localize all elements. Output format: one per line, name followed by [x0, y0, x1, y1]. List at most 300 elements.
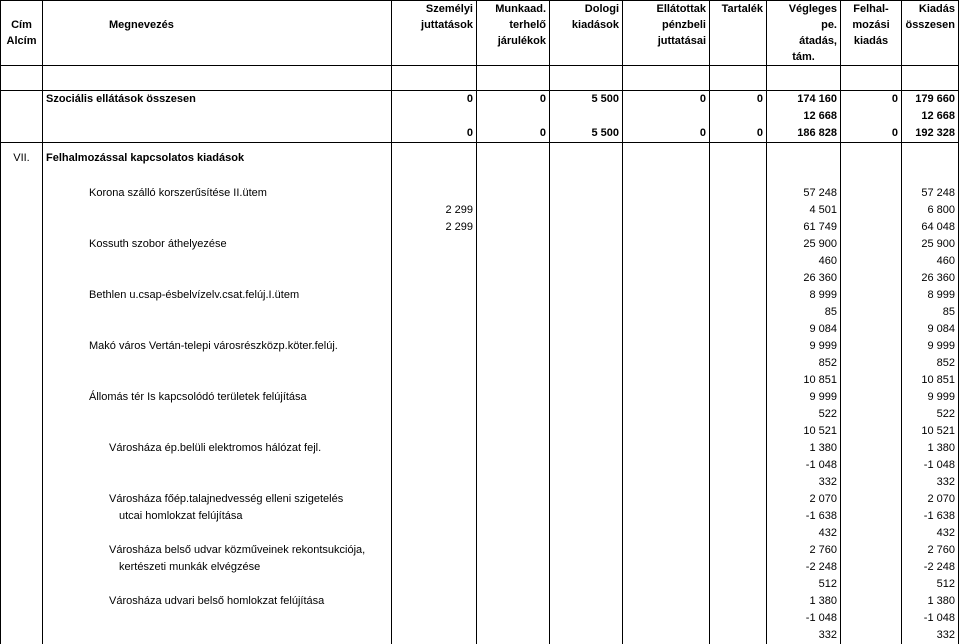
table-row	[1, 423, 959, 440]
empty-cell	[477, 576, 550, 593]
summary-cell: 0	[841, 125, 902, 143]
table-row	[1, 338, 959, 355]
osszesen-cell: 432	[902, 525, 959, 542]
table-row	[1, 474, 959, 491]
summary-cell: 179 660	[902, 91, 959, 109]
table-row	[1, 627, 959, 644]
header-cell: kiadás	[841, 33, 902, 49]
empty-cell	[1, 202, 43, 219]
item-label	[43, 610, 392, 627]
empty-cell	[550, 423, 623, 440]
empty-cell	[710, 440, 767, 457]
empty-cell	[550, 236, 623, 253]
vegleges-cell: 332	[767, 474, 841, 491]
empty-cell	[1, 576, 43, 593]
empty-cell	[623, 440, 710, 457]
empty-cell	[477, 338, 550, 355]
empty-cell	[477, 508, 550, 525]
szemelyi-cell	[392, 304, 477, 321]
header-cell	[477, 49, 550, 66]
vegleges-cell: 10 521	[767, 423, 841, 440]
header-cell: juttatásai	[623, 33, 710, 49]
empty-cell	[841, 202, 902, 219]
table-row	[1, 542, 959, 559]
empty-cell	[1, 304, 43, 321]
table-row	[1, 287, 959, 304]
empty-cell	[841, 355, 902, 372]
empty-cell	[550, 185, 623, 202]
empty-cell	[710, 542, 767, 559]
table-row	[1, 559, 959, 576]
empty-cell	[623, 559, 710, 576]
empty-cell	[841, 457, 902, 474]
empty-cell	[710, 576, 767, 593]
empty-cell	[623, 202, 710, 219]
empty-cell	[841, 372, 902, 389]
empty-cell	[841, 508, 902, 525]
empty-cell	[841, 576, 902, 593]
empty-cell	[1, 406, 43, 423]
szemelyi-cell	[392, 576, 477, 593]
empty-cell	[1, 491, 43, 508]
empty-cell	[477, 287, 550, 304]
header-cell	[710, 33, 767, 49]
empty-cell	[841, 593, 902, 610]
vegleges-cell: 9 999	[767, 389, 841, 406]
item-label	[43, 372, 392, 389]
empty-cell	[710, 593, 767, 610]
szemelyi-cell: 2 299	[392, 219, 477, 236]
empty-cell	[477, 491, 550, 508]
table-row	[1, 185, 959, 202]
osszesen-cell: 852	[902, 355, 959, 372]
empty-cell	[710, 423, 767, 440]
empty-cell	[477, 457, 550, 474]
empty-cell	[477, 236, 550, 253]
empty-cell	[623, 389, 710, 406]
summary-cell: 5 500	[550, 91, 623, 109]
header-cell	[43, 49, 392, 66]
vegleges-cell: 26 360	[767, 270, 841, 287]
header-row-1	[1, 1, 959, 18]
empty-cell	[841, 287, 902, 304]
empty-cell	[710, 185, 767, 202]
empty-cell	[623, 593, 710, 610]
item-label: utcai homlokzat felújítása	[43, 508, 392, 525]
summary-row	[1, 91, 959, 109]
empty-cell	[550, 202, 623, 219]
summary-row	[1, 125, 959, 143]
header-cell: mozási	[841, 17, 902, 33]
item-label: kertészeti munkák elvégzése	[43, 559, 392, 576]
empty-cell	[477, 627, 550, 644]
empty-cell	[550, 610, 623, 627]
empty-cell	[710, 406, 767, 423]
empty-cell	[477, 185, 550, 202]
osszesen-cell: 9 084	[902, 321, 959, 338]
item-label: Makó város Vertán-telepi városrészközp.köter.felúj.	[43, 338, 392, 355]
empty-cell	[623, 576, 710, 593]
header-cell: összesen	[902, 17, 959, 33]
empty-cell	[841, 423, 902, 440]
szemelyi-cell	[392, 440, 477, 457]
summary-cell	[550, 108, 623, 125]
szemelyi-cell	[392, 423, 477, 440]
osszesen-cell: 460	[902, 253, 959, 270]
spacer-row	[1, 66, 959, 79]
table-row	[1, 406, 959, 423]
empty-cell	[550, 491, 623, 508]
empty-cell	[841, 525, 902, 542]
empty-cell	[1, 355, 43, 372]
vegleges-cell: 57 248	[767, 185, 841, 202]
header-row-2	[1, 17, 959, 33]
header-row-3	[1, 33, 959, 49]
empty-cell	[841, 559, 902, 576]
empty-cell	[623, 185, 710, 202]
osszesen-cell: 2 760	[902, 542, 959, 559]
szemelyi-cell	[392, 491, 477, 508]
empty-cell	[550, 508, 623, 525]
summary-cell: 0	[623, 91, 710, 109]
empty-cell	[710, 355, 767, 372]
empty-cell	[550, 525, 623, 542]
vegleges-cell: 4 501	[767, 202, 841, 219]
osszesen-cell: 332	[902, 474, 959, 491]
summary-cell: 12 668	[902, 108, 959, 125]
empty-cell	[710, 338, 767, 355]
empty-cell	[1, 559, 43, 576]
empty-cell	[623, 508, 710, 525]
empty-cell	[841, 610, 902, 627]
empty-cell	[1, 593, 43, 610]
empty-cell	[1, 610, 43, 627]
item-label	[43, 457, 392, 474]
empty-cell	[1, 440, 43, 457]
vegleges-cell: -2 248	[767, 559, 841, 576]
item-label: Bethlen u.csap-ésbelvízelv.csat.felúj.I.ütem	[43, 287, 392, 304]
section-title: Felhalmozással kapcsolatos kiadások	[43, 143, 392, 174]
header-cell: pénzbeli	[623, 17, 710, 33]
empty-cell	[710, 304, 767, 321]
item-label: Városháza belső udvar közműveinek rekontsukciója,	[43, 542, 392, 559]
empty-cell	[841, 304, 902, 321]
empty-cell	[841, 185, 902, 202]
item-label	[43, 576, 392, 593]
empty-cell	[1, 627, 43, 644]
empty-cell	[477, 270, 550, 287]
item-label	[43, 406, 392, 423]
empty-cell	[550, 406, 623, 423]
empty-cell	[841, 321, 902, 338]
osszesen-cell: 10 521	[902, 423, 959, 440]
table-row	[1, 508, 959, 525]
empty-cell	[550, 627, 623, 644]
summary-cell: 0	[392, 91, 477, 109]
empty-cell	[710, 559, 767, 576]
empty-cell	[550, 372, 623, 389]
empty-cell	[477, 423, 550, 440]
empty-cell	[1, 508, 43, 525]
vegleges-cell: 9 084	[767, 321, 841, 338]
empty-cell	[1, 253, 43, 270]
vegleges-cell: 1 380	[767, 593, 841, 610]
szemelyi-cell	[392, 542, 477, 559]
vegleges-cell: 432	[767, 525, 841, 542]
item-label	[43, 219, 392, 236]
item-label	[43, 627, 392, 644]
empty-cell	[550, 321, 623, 338]
header-cell: terhelő	[477, 17, 550, 33]
header-cell: tám.	[767, 49, 841, 66]
empty-cell	[623, 372, 710, 389]
item-label	[43, 525, 392, 542]
summary-cell	[392, 108, 477, 125]
szemelyi-cell	[392, 525, 477, 542]
summary-cell	[841, 108, 902, 125]
empty-cell	[1, 185, 43, 202]
item-label: Városháza főép.talajnedvesség elleni szigetelés	[43, 491, 392, 508]
empty-cell	[623, 525, 710, 542]
empty-cell	[477, 202, 550, 219]
vegleges-cell: 1 380	[767, 440, 841, 457]
empty-cell	[710, 389, 767, 406]
vegleges-cell: 512	[767, 576, 841, 593]
header-cell	[623, 49, 710, 66]
empty-cell	[1, 542, 43, 559]
empty-cell	[1, 338, 43, 355]
empty-cell	[1, 423, 43, 440]
header-cell: átadás,	[767, 33, 841, 49]
summary-cell	[623, 108, 710, 125]
table-row	[1, 253, 959, 270]
header-cell	[392, 33, 477, 49]
vegleges-cell: -1 048	[767, 457, 841, 474]
header-cell: Dologi	[550, 1, 623, 18]
item-label: Állomás tér Is kapcsolódó területek felújítása	[43, 389, 392, 406]
vegleges-cell: 2 760	[767, 542, 841, 559]
osszesen-cell: 9 999	[902, 389, 959, 406]
empty-cell	[1, 389, 43, 406]
summary-cell: 174 160	[767, 91, 841, 109]
empty-cell	[550, 270, 623, 287]
osszesen-cell: 522	[902, 406, 959, 423]
szemelyi-cell	[392, 287, 477, 304]
empty-cell	[623, 236, 710, 253]
empty-cell	[623, 610, 710, 627]
vegleges-cell: 25 900	[767, 236, 841, 253]
empty-cell	[710, 525, 767, 542]
empty-cell	[710, 253, 767, 270]
empty-cell	[623, 253, 710, 270]
empty-cell	[550, 559, 623, 576]
osszesen-cell: 512	[902, 576, 959, 593]
empty-cell	[1, 321, 43, 338]
osszesen-cell: 2 070	[902, 491, 959, 508]
empty-cell	[623, 542, 710, 559]
summary-cell: 0	[392, 125, 477, 143]
szemelyi-cell	[392, 355, 477, 372]
osszesen-cell: 332	[902, 627, 959, 644]
item-label	[43, 474, 392, 491]
empty-cell	[623, 355, 710, 372]
empty-cell	[477, 219, 550, 236]
summary-cell: 12 668	[767, 108, 841, 125]
empty-cell	[710, 270, 767, 287]
header-cell: pe.	[767, 17, 841, 33]
summary-cell: 0	[623, 125, 710, 143]
szemelyi-cell	[392, 508, 477, 525]
empty-cell	[550, 593, 623, 610]
empty-cell	[623, 627, 710, 644]
empty-cell	[550, 474, 623, 491]
empty-cell	[550, 440, 623, 457]
table-row	[1, 610, 959, 627]
header-cell: Kiadás	[902, 1, 959, 18]
summary-cell: 0	[710, 91, 767, 109]
section-code: VII.	[1, 143, 43, 174]
summary-label: Szociális ellátások összesen	[43, 91, 392, 109]
header-cell	[902, 33, 959, 49]
szemelyi-cell	[392, 270, 477, 287]
header-cell	[710, 49, 767, 66]
empty-cell	[841, 440, 902, 457]
summary-cell: 186 828	[767, 125, 841, 143]
empty-cell	[550, 457, 623, 474]
empty-cell	[550, 355, 623, 372]
empty-cell	[1, 372, 43, 389]
item-label	[43, 423, 392, 440]
osszesen-cell: 64 048	[902, 219, 959, 236]
header-cell: Alcím	[1, 33, 43, 49]
empty-cell	[710, 321, 767, 338]
table-row	[1, 576, 959, 593]
empty-cell	[477, 593, 550, 610]
table-row	[1, 219, 959, 236]
header-cell	[550, 33, 623, 49]
empty-cell	[477, 355, 550, 372]
szemelyi-cell	[392, 610, 477, 627]
empty-cell	[623, 321, 710, 338]
empty-cell	[1, 474, 43, 491]
empty-cell	[623, 406, 710, 423]
empty-cell	[710, 287, 767, 304]
table-row	[1, 389, 959, 406]
empty-cell	[841, 219, 902, 236]
table-row	[1, 491, 959, 508]
osszesen-cell: -2 248	[902, 559, 959, 576]
osszesen-cell: 1 380	[902, 440, 959, 457]
summary-cell	[710, 108, 767, 125]
osszesen-cell: 26 360	[902, 270, 959, 287]
header-cell: járulékok	[477, 33, 550, 49]
empty-cell	[550, 338, 623, 355]
header-cell	[841, 49, 902, 66]
item-label	[43, 253, 392, 270]
empty-cell	[841, 338, 902, 355]
item-label: Kossuth szobor áthelyezése	[43, 236, 392, 253]
item-label	[43, 321, 392, 338]
vegleges-cell: 8 999	[767, 287, 841, 304]
header-cell	[43, 33, 392, 49]
empty-cell	[841, 491, 902, 508]
szemelyi-cell: 2 299	[392, 202, 477, 219]
item-label	[43, 202, 392, 219]
table-row	[1, 236, 959, 253]
osszesen-cell: 57 248	[902, 185, 959, 202]
header-cell: Ellátottak	[623, 1, 710, 18]
table-row	[1, 321, 959, 338]
empty-cell	[841, 236, 902, 253]
empty-cell	[710, 457, 767, 474]
osszesen-cell: 85	[902, 304, 959, 321]
empty-cell	[623, 219, 710, 236]
empty-cell	[623, 474, 710, 491]
header-cell: kiadások	[550, 17, 623, 33]
szemelyi-cell	[392, 253, 477, 270]
empty-cell	[623, 304, 710, 321]
szemelyi-cell	[392, 406, 477, 423]
header-cell: Személyi	[392, 1, 477, 18]
header-cell: Felhal-	[841, 1, 902, 18]
empty-cell	[1, 270, 43, 287]
vegleges-cell: 522	[767, 406, 841, 423]
header-cell	[1, 49, 43, 66]
summary-cell: 5 500	[550, 125, 623, 143]
header-cell: Végleges	[767, 1, 841, 18]
szemelyi-cell	[392, 593, 477, 610]
osszesen-cell: 25 900	[902, 236, 959, 253]
szemelyi-cell	[392, 627, 477, 644]
empty-cell	[550, 219, 623, 236]
osszesen-cell: -1 048	[902, 457, 959, 474]
header-cell	[550, 49, 623, 66]
table-row	[1, 593, 959, 610]
empty-cell	[623, 270, 710, 287]
header-cell: juttatások	[392, 17, 477, 33]
empty-cell	[1, 457, 43, 474]
szemelyi-cell	[392, 474, 477, 491]
empty-cell	[710, 610, 767, 627]
empty-cell	[710, 202, 767, 219]
empty-cell	[477, 559, 550, 576]
empty-cell	[1, 219, 43, 236]
header-cell: Munkaad.	[477, 1, 550, 18]
empty-cell	[1, 236, 43, 253]
szemelyi-cell	[392, 389, 477, 406]
empty-cell	[710, 474, 767, 491]
empty-cell	[710, 372, 767, 389]
vegleges-cell: 61 749	[767, 219, 841, 236]
osszesen-cell: -1 048	[902, 610, 959, 627]
vegleges-cell: 10 851	[767, 372, 841, 389]
item-label: Korona szálló korszerűsítése II.ütem	[43, 185, 392, 202]
empty-cell	[710, 219, 767, 236]
vegleges-cell: 852	[767, 355, 841, 372]
empty-cell	[1, 525, 43, 542]
empty-cell	[477, 406, 550, 423]
szemelyi-cell	[392, 236, 477, 253]
empty-cell	[477, 304, 550, 321]
empty-cell	[623, 423, 710, 440]
szemelyi-cell	[392, 559, 477, 576]
empty-cell	[623, 287, 710, 304]
summary-cell: 192 328	[902, 125, 959, 143]
empty-cell	[710, 627, 767, 644]
empty-cell	[623, 338, 710, 355]
table-row	[1, 270, 959, 287]
section-row	[1, 143, 959, 174]
